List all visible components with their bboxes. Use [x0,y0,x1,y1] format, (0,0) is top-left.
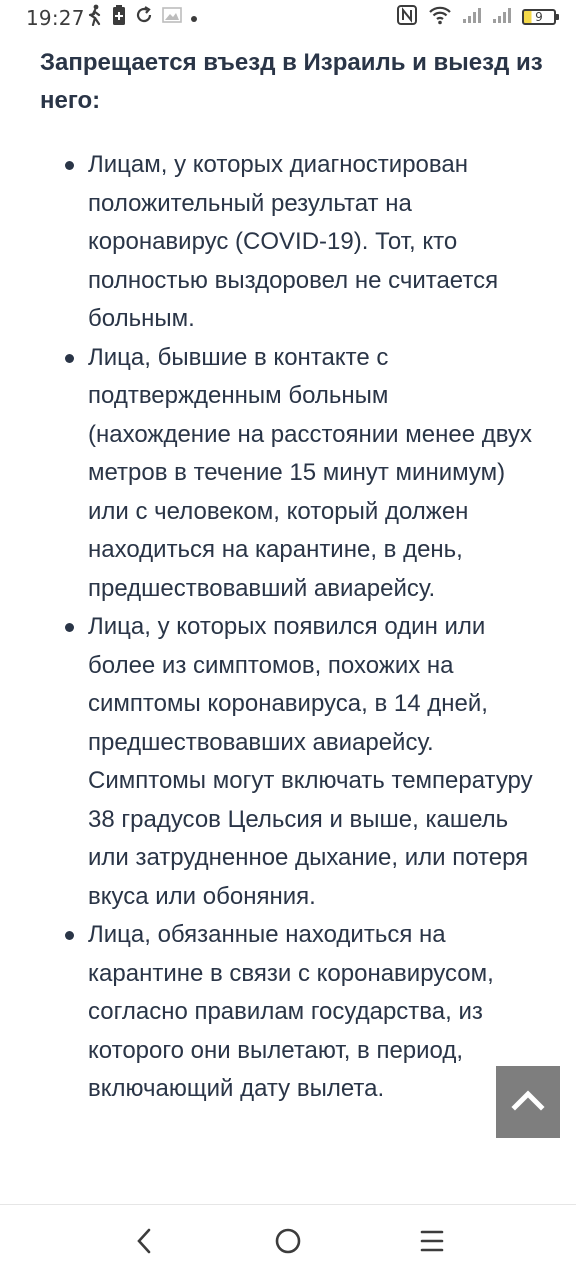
article-content [0,36,576,1204]
bullet-list [0,146,576,1109]
list-item [0,916,576,1109]
list-item [0,339,576,609]
chevron-up-icon [511,1089,545,1116]
list-item-text: Лица, обязанные находиться на карантине в связи с коронавирусом, согласно правилам государства, из которого они вылетают, в период, включающий дату вылета. [88,921,494,1102]
walking-person-icon [86,4,104,30]
back-button[interactable] [124,1223,164,1263]
scroll-to-top-button[interactable] [496,1066,560,1138]
list-item-text: Лица, у которых появился один или более из симптомов, похожих на симптомы коронавируса, в 14 дней, предшествовавших авиарейсу. Симптомы могут включать температуру 38 градусов Цельсия и выше, кашель или затрудненное дыхание, или потеря вкуса или обоняния. [88,613,533,910]
list-item [0,608,576,916]
bullet-icon [65,161,74,170]
status-left-icons [86,5,198,29]
nfc-icon [396,4,418,30]
sync-icon [134,5,154,29]
menu-button[interactable] [412,1223,452,1263]
status-bar [0,0,576,36]
list-item-text: Лицам, у которых диагностирован положительный результат на коронавирус (COVID-19). Тот, кто полностью выздоровел не считается больным. [88,151,499,332]
system-nav-bar [0,1204,576,1280]
bullet-icon [65,623,74,632]
wifi-icon [428,5,452,29]
menu-icon [419,1228,445,1259]
battery-icon [522,9,556,25]
battery-level: 9 [535,10,543,24]
article-heading: Запрещается въезд в Израиль и выезд из него: [40,49,543,114]
back-icon [134,1227,154,1260]
home-icon [274,1227,302,1260]
dot-icon [190,8,198,27]
list-item-text: Лица, бывшие в контакте с подтвержденным больным (нахождение на расстоянии менее двух метров в течение 15 минут минимум) или с человеком, который должен находиться на карантине, в день, предшествовавший авиарейсу. [88,343,532,602]
signal-icon [492,6,512,28]
image-icon [162,6,182,28]
home-button[interactable] [268,1223,308,1263]
battery-saver-icon [112,4,126,30]
list-item [0,146,576,339]
status-right-icons [396,5,556,29]
status-time: 19:27 [26,6,85,30]
signal-icon [462,6,482,28]
bullet-icon [65,931,74,940]
bullet-icon [65,354,74,363]
